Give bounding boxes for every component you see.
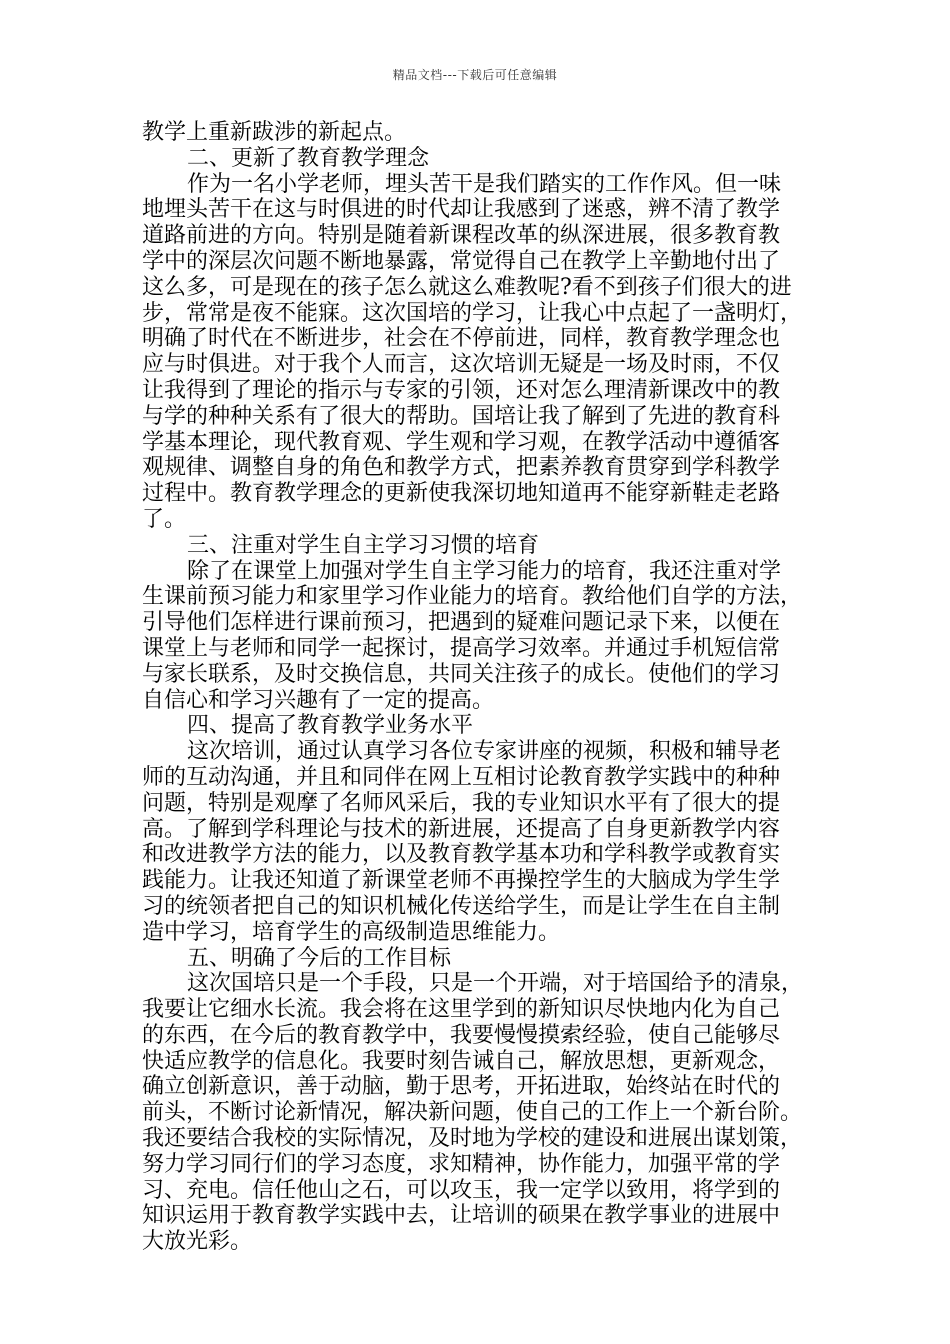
text-line: 应与时俱进。对于我个人而言，这次培训无疑是一场及时雨，不仅	[142, 352, 781, 378]
text-line: 我还要结合我校的实际情况，及时地为学校的建设和进展出谋划策，	[142, 1126, 803, 1152]
section-heading: 二、更新了教育教学理念	[187, 145, 430, 171]
section-heading: 三、注重对学生自主学习习惯的培育	[187, 532, 540, 558]
text-line: 学中的深层次问题不断地暴露，常觉得自己在教学上辛勤地付出了	[142, 248, 781, 274]
text-line: 教学上重新跋涉的新起点。	[142, 120, 407, 145]
text-line: 作为一名小学老师，埋头苦干是我们踏实的工作作风。但一味	[187, 171, 782, 197]
section-heading: 四、提高了教育教学业务水平	[187, 713, 474, 739]
text-line: 除了在课堂上加强对学生自主学习能力的培育，我还注重对学	[187, 558, 782, 584]
text-line: 习、充电。信任他山之石，可以攻玉，我一定学以致用，将学到的	[142, 1177, 781, 1203]
text-line: 师的互动沟通，并且和同伴在网上互相讨论教育教学实践中的种种	[142, 764, 781, 790]
text-line: 学基本理论，现代教育观、学生观和学习观，在教学活动中遵循客	[142, 429, 781, 455]
page-header: 精品文档---下载后可任意编辑	[392, 68, 558, 82]
text-line: 与家长联系，及时交换信息，共同关注孩子的成长。使他们的学习	[142, 661, 781, 687]
text-line: 地埋头苦干在这与时俱进的时代却让我感到了迷惑，辨不清了教学	[142, 197, 781, 223]
text-line: 道路前进的方向。特别是随着新课程改革的纵深进展，很多教育教	[142, 223, 781, 249]
text-line: 努力学习同行们的学习态度，求知精神，协作能力，加强平常的学	[142, 1151, 781, 1177]
text-line: 课堂上与老师和同学一起探讨，提高学习效率。并通过手机短信常	[142, 635, 781, 661]
text-line: 观规律、调整自身的角色和教学方式，把素养教育贯穿到学科教学	[142, 455, 781, 481]
text-line: 习的统领者把自己的知识机械化传送给学生，而是让学生在自主制	[142, 893, 781, 919]
text-line: 这次国培只是一个手段，只是一个开端，对于培国给予的清泉，	[187, 971, 804, 997]
text-line: 和改进教学方法的能力，以及教育教学基本功和学科教学或教育实	[142, 842, 781, 868]
text-line: 过程中。教育教学理念的更新使我深切地知道再不能穿新鞋走老路	[142, 481, 781, 507]
text-line: 明确了时代在不断进步，社会在不停前进，同样，教育教学理念也	[142, 326, 781, 352]
text-line: 生课前预习能力和家里学习作业能力的培育。教给他们自学的方法，	[142, 584, 803, 610]
text-line: 知识运用于教育教学实践中去，让培训的硕果在教学事业的进展中	[142, 1203, 781, 1229]
text-line: 我要让它细水长流。我会将在这里学到的新知识尽快地内化为自己	[142, 997, 781, 1023]
text-line: 高。了解到学科理论与技术的新进展，还提高了自身更新教学内容	[142, 816, 781, 842]
text-line: 了。	[142, 506, 187, 532]
text-line: 问题，特别是观摩了名师风采后，我的专业知识水平有了很大的提	[142, 790, 781, 816]
text-line: 让我得到了理论的指示与专家的引领，还对怎么理清新课改中的教	[142, 377, 781, 403]
text-line: 与学的种种关系有了很大的帮助。国培让我了解到了先进的教育科	[142, 403, 781, 429]
document-body	[142, 120, 812, 1255]
text-line: 引导他们怎样进行课前预习，把遇到的疑难问题记录下来，以便在	[142, 610, 781, 636]
text-line: 前头，不断讨论新情况，解决新问题，使自己的工作上一个新台阶。	[142, 1100, 803, 1126]
text-line: 自信心和学习兴趣有了一定的提高。	[142, 687, 495, 713]
text-line: 步，常常是夜不能寐。这次国培的学习，让我心中点起了一盏明灯，	[142, 300, 803, 326]
text-line: 大放光彩。	[142, 1229, 253, 1255]
text-line: 这么多，可是现在的孩子怎么就这么难教呢?看不到孩子们很大的进	[142, 274, 792, 300]
text-line: 践能力。让我还知道了新课堂老师不再操控学生的大脑成为学生学	[142, 868, 781, 894]
section-heading: 五、明确了今后的工作目标	[187, 945, 452, 971]
text-line: 这次培训，通过认真学习各位专家讲座的视频，积极和辅导老	[187, 739, 782, 765]
text-line: 确立创新意识，善于动脑，勤于思考，开拓进取，始终站在时代的	[142, 1074, 781, 1100]
text-line: 快适应教学的信息化。我要时刻告诫自己，解放思想，更新观念，	[142, 1048, 781, 1074]
text-line: 造中学习，培育学生的高级制造思维能力。	[142, 919, 561, 945]
text-line: 的东西，在今后的教育教学中，我要慢慢摸索经验，使自己能够尽	[142, 1022, 781, 1048]
